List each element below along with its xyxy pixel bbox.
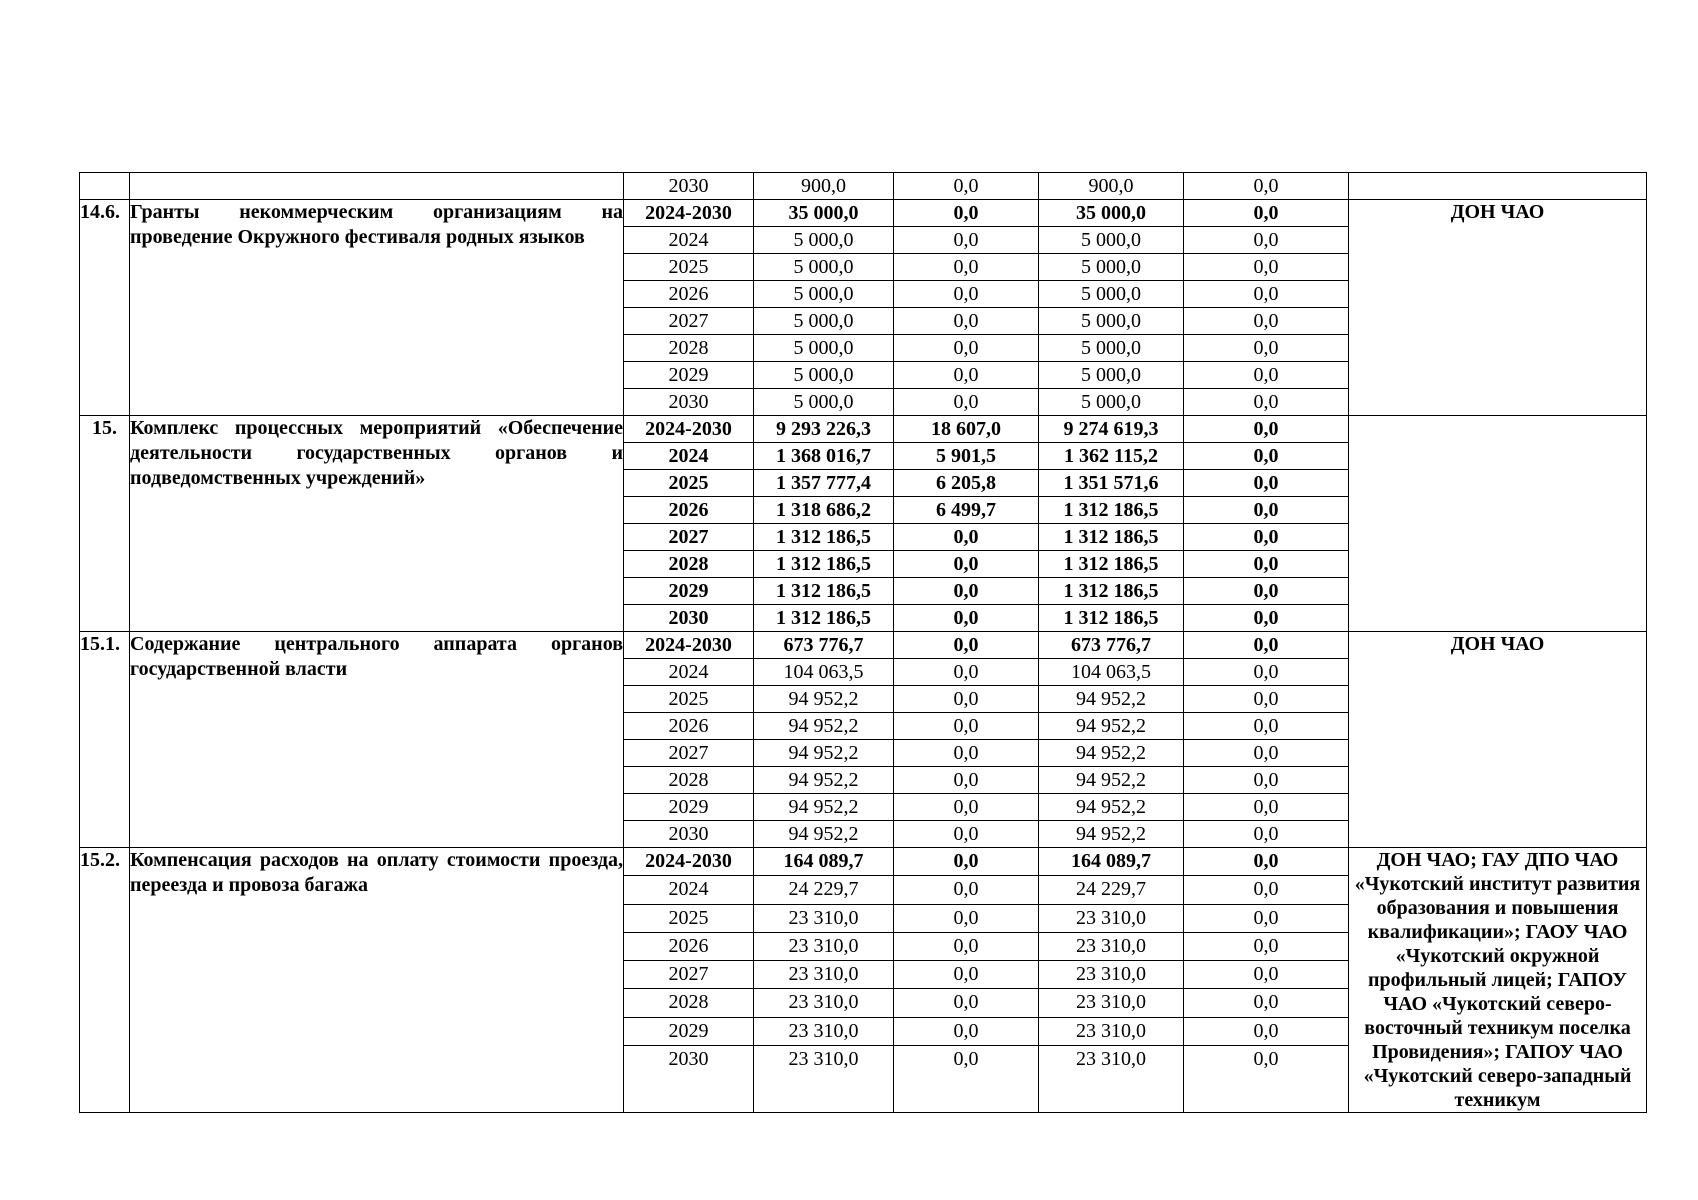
regional-budget-cell: 1 362 115,2	[1039, 443, 1184, 470]
regional-budget-cell: 5 000,0	[1039, 389, 1184, 416]
federal-budget-cell: 0,0	[894, 308, 1039, 335]
year-cell: 2027	[624, 740, 754, 767]
total-cell: 1 368 016,7	[754, 443, 894, 470]
year-cell: 2024-2030	[624, 200, 754, 227]
regional-budget-cell: 5 000,0	[1039, 254, 1184, 281]
other-sources-cell: 0,0	[1184, 173, 1349, 200]
regional-budget-cell: 1 312 186,5	[1039, 497, 1184, 524]
total-cell: 5 000,0	[754, 254, 894, 281]
regional-budget-cell: 23 310,0	[1039, 932, 1184, 960]
year-cell: 2028	[624, 335, 754, 362]
other-sources-cell: 0,0	[1184, 389, 1349, 416]
row-index-cell: 15.	[80, 416, 130, 632]
total-cell: 1 312 186,5	[754, 551, 894, 578]
other-sources-cell: 0,0	[1184, 904, 1349, 932]
regional-budget-cell: 9 274 619,3	[1039, 416, 1184, 443]
federal-budget-cell: 0,0	[894, 524, 1039, 551]
regional-budget-cell: 23 310,0	[1039, 961, 1184, 989]
other-sources-cell: 0,0	[1184, 1017, 1349, 1045]
regional-budget-cell: 94 952,2	[1039, 794, 1184, 821]
year-cell: 2028	[624, 989, 754, 1017]
total-cell: 900,0	[754, 173, 894, 200]
other-sources-cell: 0,0	[1184, 876, 1349, 904]
other-sources-cell: 0,0	[1184, 578, 1349, 605]
federal-budget-cell: 0,0	[894, 659, 1039, 686]
regional-budget-cell: 673 776,7	[1039, 632, 1184, 659]
other-sources-cell: 0,0	[1184, 335, 1349, 362]
federal-budget-cell: 0,0	[894, 1045, 1039, 1112]
year-cell: 2028	[624, 551, 754, 578]
federal-budget-cell: 0,0	[894, 932, 1039, 960]
other-sources-cell: 0,0	[1184, 932, 1349, 960]
total-cell: 23 310,0	[754, 1045, 894, 1112]
total-cell: 164 089,7	[754, 848, 894, 876]
federal-budget-cell: 0,0	[894, 1017, 1039, 1045]
other-sources-cell: 0,0	[1184, 740, 1349, 767]
year-cell: 2024-2030	[624, 416, 754, 443]
year-cell: 2030	[624, 821, 754, 848]
responsible-cell	[1349, 173, 1647, 200]
other-sources-cell: 0,0	[1184, 551, 1349, 578]
federal-budget-cell: 0,0	[894, 876, 1039, 904]
federal-budget-cell: 6 499,7	[894, 497, 1039, 524]
row-index-cell: 14.6.	[80, 200, 130, 416]
measure-name-cell	[130, 173, 624, 200]
year-cell: 2027	[624, 524, 754, 551]
regional-budget-cell: 5 000,0	[1039, 227, 1184, 254]
total-cell: 5 000,0	[754, 227, 894, 254]
total-cell: 23 310,0	[754, 989, 894, 1017]
total-cell: 24 229,7	[754, 876, 894, 904]
other-sources-cell: 0,0	[1184, 821, 1349, 848]
year-cell: 2030	[624, 1045, 754, 1112]
year-cell: 2024	[624, 876, 754, 904]
other-sources-cell: 0,0	[1184, 686, 1349, 713]
year-cell: 2030	[624, 605, 754, 632]
total-cell: 94 952,2	[754, 686, 894, 713]
regional-budget-cell: 1 312 186,5	[1039, 605, 1184, 632]
total-cell: 1 312 186,5	[754, 605, 894, 632]
table-row	[80, 173, 1647, 200]
regional-budget-cell: 5 000,0	[1039, 308, 1184, 335]
year-cell: 2029	[624, 794, 754, 821]
federal-budget-cell: 0,0	[894, 989, 1039, 1017]
year-cell: 2029	[624, 1017, 754, 1045]
regional-budget-cell: 104 063,5	[1039, 659, 1184, 686]
regional-budget-cell: 5 000,0	[1039, 362, 1184, 389]
other-sources-cell: 0,0	[1184, 200, 1349, 227]
year-cell: 2026	[624, 713, 754, 740]
year-cell: 2024-2030	[624, 632, 754, 659]
other-sources-cell: 0,0	[1184, 605, 1349, 632]
total-cell: 23 310,0	[754, 961, 894, 989]
federal-budget-cell: 0,0	[894, 200, 1039, 227]
total-cell: 104 063,5	[754, 659, 894, 686]
budget-table	[79, 172, 1647, 1113]
other-sources-cell: 0,0	[1184, 632, 1349, 659]
total-cell: 94 952,2	[754, 821, 894, 848]
regional-budget-cell: 900,0	[1039, 173, 1184, 200]
total-cell: 94 952,2	[754, 713, 894, 740]
other-sources-cell: 0,0	[1184, 281, 1349, 308]
other-sources-cell: 0,0	[1184, 524, 1349, 551]
other-sources-cell: 0,0	[1184, 227, 1349, 254]
other-sources-cell: 0,0	[1184, 254, 1349, 281]
other-sources-cell: 0,0	[1184, 443, 1349, 470]
other-sources-cell: 0,0	[1184, 416, 1349, 443]
other-sources-cell: 0,0	[1184, 794, 1349, 821]
federal-budget-cell: 0,0	[894, 578, 1039, 605]
responsible-cell: ДОН ЧАО	[1349, 200, 1647, 416]
year-cell: 2026	[624, 281, 754, 308]
row-index-cell: 15.1.	[80, 632, 130, 848]
federal-budget-cell: 0,0	[894, 254, 1039, 281]
regional-budget-cell: 94 952,2	[1039, 821, 1184, 848]
federal-budget-cell: 0,0	[894, 848, 1039, 876]
other-sources-cell: 0,0	[1184, 362, 1349, 389]
year-cell: 2024	[624, 443, 754, 470]
other-sources-cell: 0,0	[1184, 308, 1349, 335]
federal-budget-cell: 0,0	[894, 632, 1039, 659]
table-row	[80, 848, 1647, 876]
total-cell: 1 312 186,5	[754, 524, 894, 551]
year-cell: 2025	[624, 904, 754, 932]
year-cell: 2026	[624, 497, 754, 524]
year-cell: 2024-2030	[624, 848, 754, 876]
regional-budget-cell: 5 000,0	[1039, 335, 1184, 362]
total-cell: 1 357 777,4	[754, 470, 894, 497]
regional-budget-cell: 24 229,7	[1039, 876, 1184, 904]
year-cell: 2030	[624, 389, 754, 416]
other-sources-cell: 0,0	[1184, 1045, 1349, 1112]
year-cell: 2028	[624, 767, 754, 794]
total-cell: 9 293 226,3	[754, 416, 894, 443]
responsible-cell: ДОН ЧАО	[1349, 632, 1647, 848]
total-cell: 1 312 186,5	[754, 578, 894, 605]
total-cell: 5 000,0	[754, 335, 894, 362]
total-cell: 94 952,2	[754, 794, 894, 821]
year-cell: 2024	[624, 659, 754, 686]
year-cell: 2027	[624, 961, 754, 989]
other-sources-cell: 0,0	[1184, 848, 1349, 876]
other-sources-cell: 0,0	[1184, 989, 1349, 1017]
total-cell: 23 310,0	[754, 904, 894, 932]
federal-budget-cell: 0,0	[894, 605, 1039, 632]
table-row	[80, 632, 1647, 659]
federal-budget-cell: 0,0	[894, 821, 1039, 848]
federal-budget-cell: 0,0	[894, 904, 1039, 932]
federal-budget-cell: 0,0	[894, 335, 1039, 362]
responsible-cell: ДОН ЧАО; ГАУ ДПО ЧАО «Чукотский институт развития образования и повышения квалификации»; ГАОУ ЧАО «Чукотский окружной профильный лицей; ГАПОУ ЧАО «Чукотский северо-восточный техникум поселка Провидения»; ГАПОУ ЧАО «Чукотский северо-западный техникум	[1349, 848, 1647, 1113]
total-cell: 94 952,2	[754, 740, 894, 767]
total-cell: 5 000,0	[754, 308, 894, 335]
federal-budget-cell: 0,0	[894, 389, 1039, 416]
federal-budget-cell: 5 901,5	[894, 443, 1039, 470]
federal-budget-cell: 0,0	[894, 227, 1039, 254]
federal-budget-cell: 0,0	[894, 794, 1039, 821]
year-cell: 2025	[624, 686, 754, 713]
regional-budget-cell: 23 310,0	[1039, 1045, 1184, 1112]
year-cell: 2026	[624, 932, 754, 960]
regional-budget-cell: 1 351 571,6	[1039, 470, 1184, 497]
total-cell: 5 000,0	[754, 281, 894, 308]
regional-budget-cell: 164 089,7	[1039, 848, 1184, 876]
responsible-cell	[1349, 416, 1647, 632]
federal-budget-cell: 0,0	[894, 173, 1039, 200]
year-cell: 2029	[624, 362, 754, 389]
federal-budget-cell: 0,0	[894, 362, 1039, 389]
measure-name-cell: Комплекс процессных мероприятий «Обеспечение деятельности государственных органов и подведомственных учреждений»	[130, 416, 624, 632]
federal-budget-cell: 0,0	[894, 961, 1039, 989]
regional-budget-cell: 23 310,0	[1039, 989, 1184, 1017]
federal-budget-cell: 0,0	[894, 740, 1039, 767]
federal-budget-cell: 0,0	[894, 713, 1039, 740]
year-cell: 2024	[624, 227, 754, 254]
total-cell: 94 952,2	[754, 767, 894, 794]
other-sources-cell: 0,0	[1184, 713, 1349, 740]
federal-budget-cell: 18 607,0	[894, 416, 1039, 443]
row-index-cell	[80, 173, 130, 200]
federal-budget-cell: 0,0	[894, 551, 1039, 578]
regional-budget-cell: 94 952,2	[1039, 686, 1184, 713]
year-cell: 2030	[624, 173, 754, 200]
regional-budget-cell: 23 310,0	[1039, 1017, 1184, 1045]
federal-budget-cell: 0,0	[894, 686, 1039, 713]
regional-budget-cell: 23 310,0	[1039, 904, 1184, 932]
regional-budget-cell: 35 000,0	[1039, 200, 1184, 227]
regional-budget-cell: 5 000,0	[1039, 281, 1184, 308]
year-cell: 2029	[624, 578, 754, 605]
year-cell: 2027	[624, 308, 754, 335]
regional-budget-cell: 94 952,2	[1039, 713, 1184, 740]
total-cell: 1 318 686,2	[754, 497, 894, 524]
federal-budget-cell: 0,0	[894, 281, 1039, 308]
total-cell: 5 000,0	[754, 389, 894, 416]
federal-budget-cell: 0,0	[894, 767, 1039, 794]
table-row	[80, 416, 1647, 443]
other-sources-cell: 0,0	[1184, 961, 1349, 989]
year-cell: 2025	[624, 254, 754, 281]
budget-table-body	[80, 173, 1647, 1113]
row-index-cell: 15.2.	[80, 848, 130, 1113]
total-cell: 5 000,0	[754, 362, 894, 389]
measure-name-cell: Содержание центрального аппарата органов государственной власти	[130, 632, 624, 848]
federal-budget-cell: 6 205,8	[894, 470, 1039, 497]
total-cell: 23 310,0	[754, 1017, 894, 1045]
total-cell: 35 000,0	[754, 200, 894, 227]
other-sources-cell: 0,0	[1184, 470, 1349, 497]
measure-name-cell: Компенсация расходов на оплату стоимости проезда, переезда и провоза багажа	[130, 848, 624, 1113]
regional-budget-cell: 94 952,2	[1039, 767, 1184, 794]
other-sources-cell: 0,0	[1184, 497, 1349, 524]
regional-budget-cell: 1 312 186,5	[1039, 578, 1184, 605]
other-sources-cell: 0,0	[1184, 767, 1349, 794]
year-cell: 2025	[624, 470, 754, 497]
measure-name-cell: Гранты некоммерческим организациям на проведение Окружного фестиваля родных языков	[130, 200, 624, 416]
regional-budget-cell: 1 312 186,5	[1039, 551, 1184, 578]
total-cell: 673 776,7	[754, 632, 894, 659]
table-row	[80, 200, 1647, 227]
regional-budget-cell: 94 952,2	[1039, 740, 1184, 767]
regional-budget-cell: 1 312 186,5	[1039, 524, 1184, 551]
other-sources-cell: 0,0	[1184, 659, 1349, 686]
total-cell: 23 310,0	[754, 932, 894, 960]
